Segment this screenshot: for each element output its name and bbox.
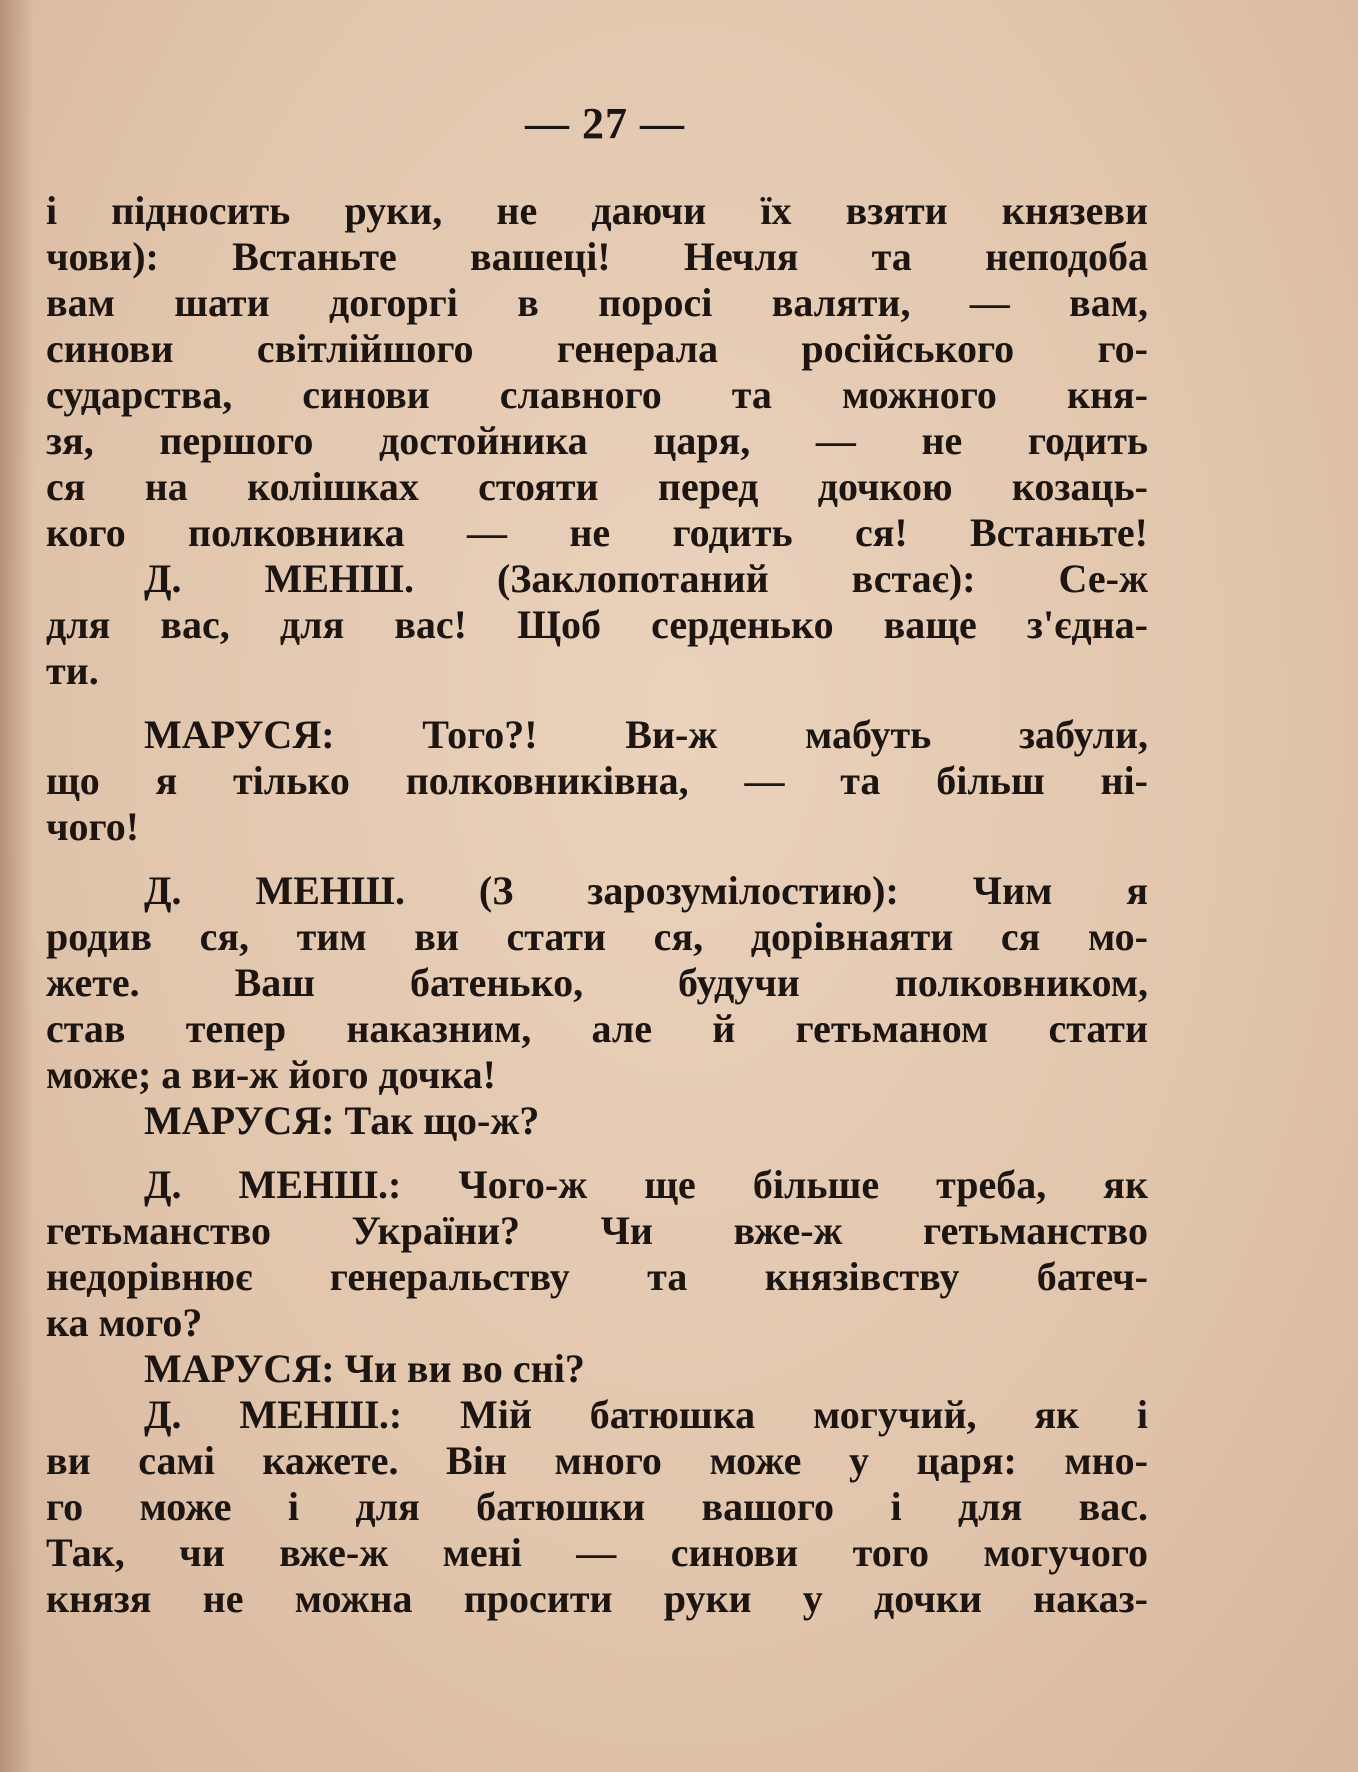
text-line: го може і для батюшки вашого і для вас.	[46, 1484, 1148, 1529]
text-line: ви самі кажете. Він много може у царя: мно-	[46, 1438, 1148, 1483]
page-number: — 27 —	[525, 99, 685, 148]
text-line: може; а ви-ж його дочка!	[46, 1052, 496, 1097]
text-line: сударства, синови славного та можного кня-	[46, 372, 1148, 417]
text-line: ти.	[46, 648, 99, 693]
text-line: і підносить руки, не даючи їх взяти князеви	[46, 188, 1148, 233]
text-line: жете. Ваш батенько, будучи полковником,	[46, 960, 1148, 1005]
paragraph-gap	[46, 1144, 1148, 1162]
text-line: чови): Встаньте вашеці! Нечля та неподоба	[46, 234, 1148, 279]
text-line: Д. МЕНШ. (Заклопотаний встає): Се-ж	[144, 556, 1148, 601]
text-line: ся на колішках стояти перед дочкою козаць-	[46, 464, 1148, 509]
text-line: Д. МЕНШ. (З зарозумілостию): Чим я	[144, 868, 1148, 913]
text-line: чого!	[46, 804, 140, 849]
binding-shadow	[0, 0, 34, 1772]
text-line: родив ся, тим ви стати ся, дорівнаяти ся мо-	[46, 914, 1148, 959]
text-line: Так, чи вже-ж мені — синови того могучого	[46, 1530, 1148, 1575]
text-line: МАРУСЯ: Чи ви во сні?	[144, 1346, 585, 1391]
text-line: що я тілько полковниківна, — та більш ні-	[46, 758, 1148, 803]
text-line: МАРУСЯ: Того?! Ви-ж мабуть забули,	[144, 712, 1148, 757]
text-line: зя, першого достойника царя, — не годить	[46, 418, 1148, 463]
text-line: МАРУСЯ: Так що-ж?	[144, 1098, 540, 1143]
text-line: гетьманство України? Чи вже-ж гетьманство	[46, 1208, 1148, 1253]
paragraph-gap	[46, 850, 1148, 868]
text-line: синови світлійшого генерала російського го-	[46, 326, 1148, 371]
text-line: Д. МЕНШ.: Чого-ж ще більше треба, як	[144, 1162, 1148, 1207]
text-line: для вас, для вас! Щоб серденько ваще з'єдна-	[46, 602, 1148, 647]
text-line: князя не можна просити руки у дочки наказ-	[46, 1576, 1148, 1621]
page-text	[46, 188, 1148, 1622]
text-line: недорівнює генеральству та князівству батеч-	[46, 1254, 1148, 1299]
paragraph-gap	[46, 694, 1148, 712]
text-line: став тепер наказним, але й гетьманом стати	[46, 1006, 1148, 1051]
text-line: Д. МЕНШ.: Мій батюшка могучий, як і	[144, 1392, 1148, 1437]
text-line: вам шати догоргі в поросі валяти, — вам,	[46, 280, 1148, 325]
text-line: ка мого?	[46, 1300, 203, 1345]
text-line: кого полковника — не годить ся! Встаньте!	[46, 510, 1148, 555]
